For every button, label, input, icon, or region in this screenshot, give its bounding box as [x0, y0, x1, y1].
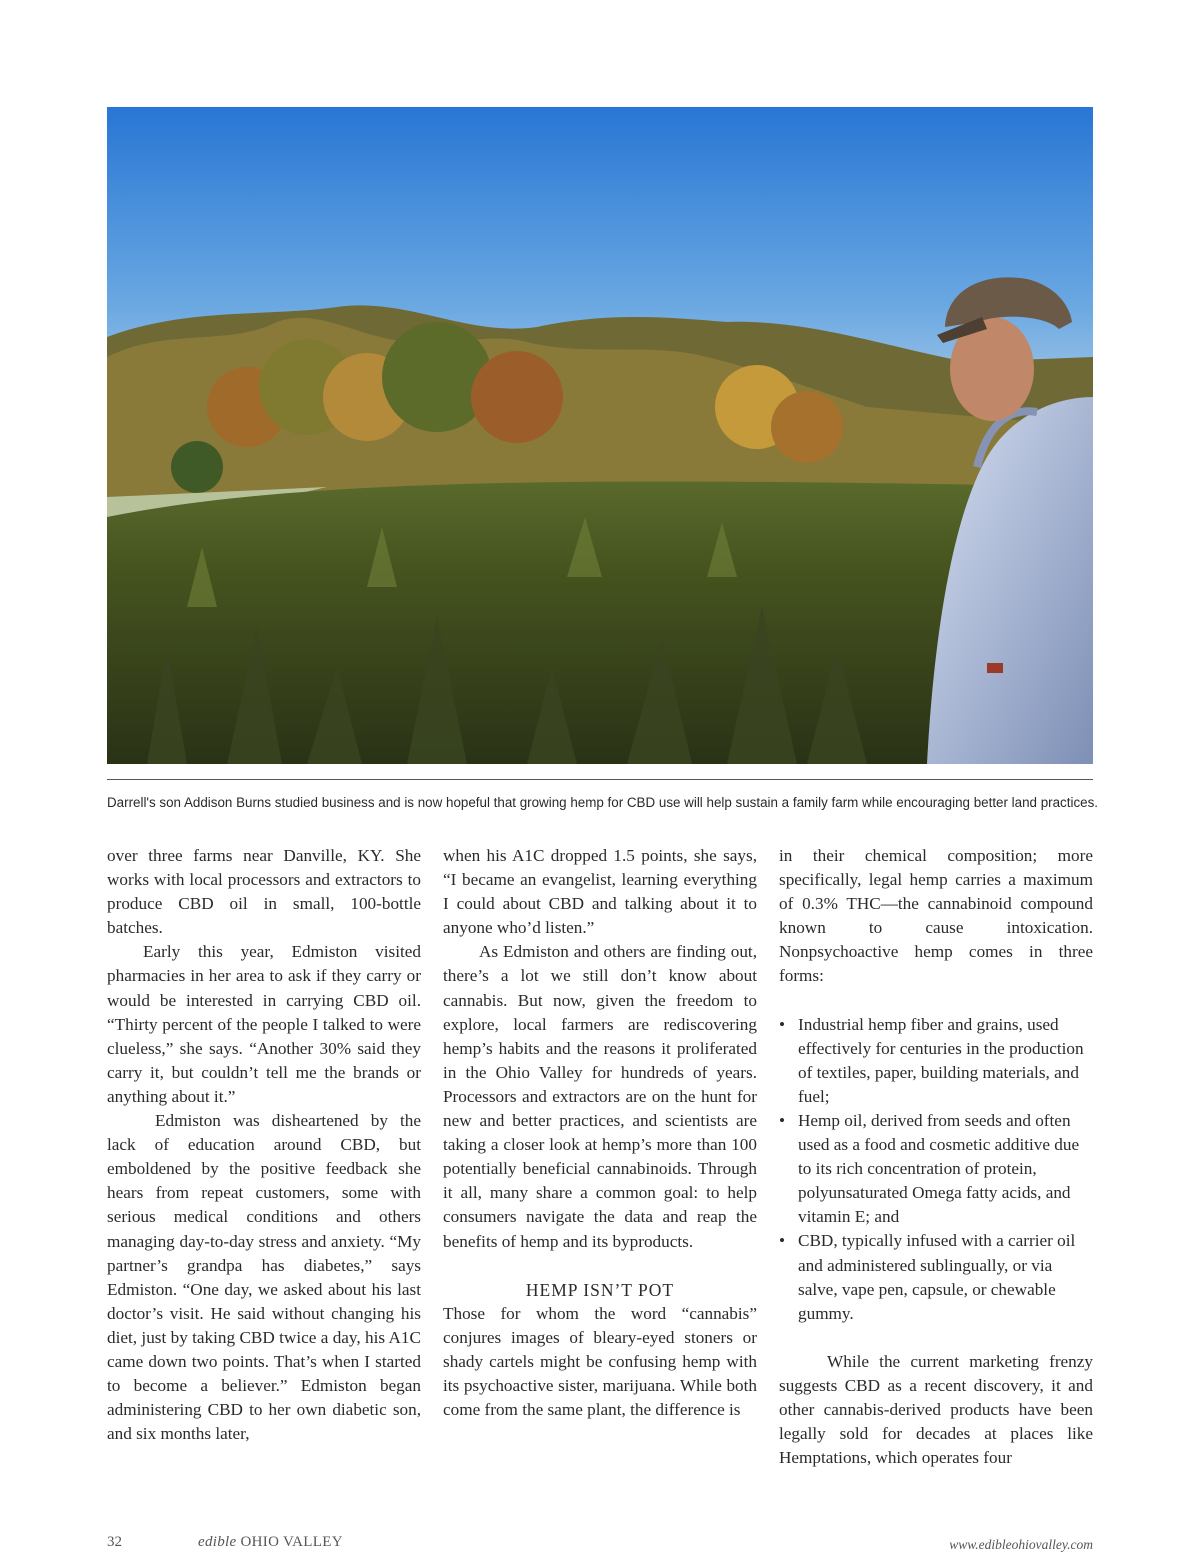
hemp-field-photo	[107, 107, 1093, 764]
list-item: • CBD, typically infused with a carrier oil and administered sublingually, or via salve, vape pen, capsule, or chewable gummy.	[779, 1229, 1093, 1325]
photo-illustration	[107, 107, 1093, 764]
photo-caption: Darrell's son Addison Burns studied business and is now hopeful that growing hemp for CBD use will help sustain a family farm while encouraging better land practices.	[107, 795, 1099, 810]
paragraph: Early this year, Edmiston visited pharmacies in her area to ask if they carry or would be interested in carrying CBD oil. “Thirty percent of the people I talked to were clueless,” she says. “Another 30% said they carry it, but couldn’t tell me the brands or anything about it.”	[107, 942, 421, 1106]
text-column-3	[779, 844, 1093, 1470]
paragraph: when his A1C dropped 1.5 points, she says, “I became an evangelist, learning everything I could about CBD and talking about it to anyone who’d listen.”	[443, 846, 757, 938]
list-item: • Hemp oil, derived from seeds and often used as a food and cosmetic additive due to its rich concentration of protein, polyunsaturated Omega fatty acids, and vitamin E; and	[779, 1109, 1093, 1229]
paragraph: in their chemical composition; more specifically, legal hemp carries a maximum of 0.3% THC—the cannabinoid compound known to cause intoxication. Nonpsychoactive hemp comes in three forms:	[779, 846, 1093, 986]
section-subhead: HEMP ISN’T POT	[525, 1279, 675, 1300]
paragraph: over three farms near Danville, KY. She works with local processors and extractors to produce CBD oil in small, 100-bottle batches.	[107, 846, 421, 938]
paragraph: Edmiston was disheartened by the lack of education around CBD, but emboldened by the positive feedback she hears from repeat customers, some with serious medical conditions and others managing day-to-day stress and anxiety. “My partner’s grandpa has diabetes,” says Edmiston. “One day, we asked about his last doctor’s visit. He said without changing his diet, just by taking CBD twice a day, his A1C came down two points. That’s when I started to become a believer.” Edmiston began administering CBD to her own diabetic son, and six months later,	[107, 1111, 421, 1444]
paragraph: As Edmiston and others are finding out, there’s a lot we still don’t know about cannabis. But now, given the freedom to explore, local farmers are rediscovering hemp’s habits and the reasons it proliferated in the Ohio Valley for hundreds of years. Processors and extractors are on the hunt for new and better practices, and scientists are taking a closer look at hemp’s more than 100 potentially beneficial cannabinoids. Through it all, many share a common goal: to help consumers navigate the data and reap the benefits of hemp and its byproducts.	[443, 942, 757, 1251]
brand-name: OHIO VALLEY	[236, 1534, 343, 1550]
brand-italic: edible	[198, 1534, 237, 1550]
page-number: 32	[107, 1534, 122, 1550]
list-item: • Industrial hemp fiber and grains, used effectively for centuries in the production of textiles, paper, building materials, and fuel;	[779, 1013, 1093, 1109]
paragraph: While the current marketing frenzy suggests CBD as a recent discovery, it and other cannabis-derived products have been legally sold for decades at places like Hemptations, which operates four	[779, 1351, 1093, 1468]
hemp-forms-list	[779, 1013, 1093, 1326]
caption-rule	[107, 779, 1093, 780]
website-url: www.edibleohiovalley.com	[949, 1537, 1093, 1552]
text-column-2	[443, 844, 757, 1422]
paragraph: Those for whom the word “cannabis” conjures images of bleary-eyed stoners or shady cartels might be confusing hemp with its psychoactive sister, marijuana. While both come from the same plant, the difference is	[443, 1303, 757, 1419]
text-column-1	[107, 844, 421, 1446]
magazine-brand	[198, 1534, 343, 1551]
